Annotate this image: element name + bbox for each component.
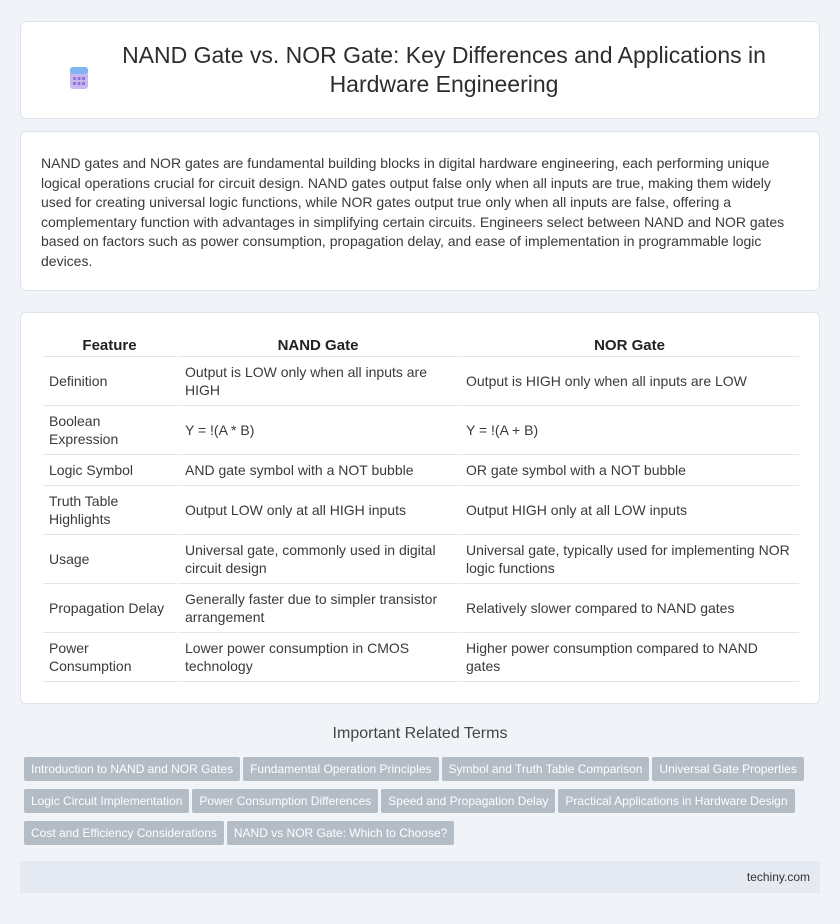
related-term-tag[interactable]: Logic Circuit Implementation [24,789,189,813]
cell-nor: Output HIGH only at all LOW inputs [460,486,799,535]
cell-nor: Output is HIGH only when all inputs are LOW [460,357,799,406]
table-row [43,455,799,486]
cell-nor: OR gate symbol with a NOT bubble [460,455,799,486]
cell-nand: Output is LOW only when all inputs are HIGH [179,357,460,406]
cell-nor: Y = !(A + B) [460,406,799,455]
related-terms-title: Important Related Terms [332,725,508,742]
cell-nand: Output LOW only at all HIGH inputs [179,486,460,535]
header-nor: NOR Gate [460,333,799,357]
cell-nand: Universal gate, commonly used in digital circuit design [179,535,460,584]
comparison-table-card [20,312,820,704]
cell-feature: Truth Table Highlights [43,486,179,535]
cell-feature: Boolean Expression [43,406,179,455]
related-term-tag[interactable]: Symbol and Truth Table Comparison [442,757,650,781]
table-row [43,535,799,584]
cell-nor: Higher power consumption compared to NAND gates [460,633,799,682]
calculator-icon [66,65,92,91]
header-nand: NAND Gate [179,333,460,357]
related-term-tag[interactable]: NAND vs NOR Gate: Which to Choose? [227,821,454,845]
comparison-table [43,333,799,682]
related-term-tag[interactable]: Introduction to NAND and NOR Gates [24,757,240,781]
cell-nor: Relatively slower compared to NAND gates [460,584,799,633]
footer-site-link[interactable]: techiny.com [746,870,810,884]
table-row [43,633,799,682]
table-row [43,357,799,406]
related-term-tag[interactable]: Speed and Propagation Delay [381,789,555,813]
cell-nor: Universal gate, typically used for implementing NOR logic functions [460,535,799,584]
title-card [20,21,820,119]
cell-feature: Power Consumption [43,633,179,682]
table-row [43,406,799,455]
page-title: NAND Gate vs. NOR Gate: Key Differences and Applications in Hardware Engineering [122,42,766,97]
cell-feature: Usage [43,535,179,584]
related-terms-list [24,757,824,853]
cell-feature: Propagation Delay [43,584,179,633]
cell-feature: Definition [43,357,179,406]
related-term-tag[interactable]: Universal Gate Properties [652,757,803,781]
table-row [43,486,799,535]
header-feature: Feature [43,333,179,357]
cell-feature: Logic Symbol [43,455,179,486]
cell-nand: Y = !(A * B) [179,406,460,455]
cell-nand: Lower power consumption in CMOS technology [179,633,460,682]
related-term-tag[interactable]: Power Consumption Differences [192,789,378,813]
related-term-tag[interactable]: Practical Applications in Hardware Design [558,789,794,813]
cell-nand: Generally faster due to simpler transistor arrangement [179,584,460,633]
intro-paragraph: NAND gates and NOR gates are fundamental building blocks in digital hardware engineering, each performing unique logical operations crucial for circuit design. NAND gates output false only when all inputs are true, making them widely used for creating universal logic functions, while NOR gates output true only when all inputs are false, offering a complementary function with advantages in simplifying certain circuits. Engineers select between NAND and NOR gates based on factors such as power consumption, propagation delay, and ease of implementation in programmable logic devices. [41,155,785,269]
related-term-tag[interactable]: Fundamental Operation Principles [243,757,438,781]
intro-card [20,131,820,291]
table-row [43,584,799,633]
footer [20,861,820,893]
related-term-tag[interactable]: Cost and Efficiency Considerations [24,821,224,845]
cell-nand: AND gate symbol with a NOT bubble [179,455,460,486]
table-header-row [43,333,799,357]
